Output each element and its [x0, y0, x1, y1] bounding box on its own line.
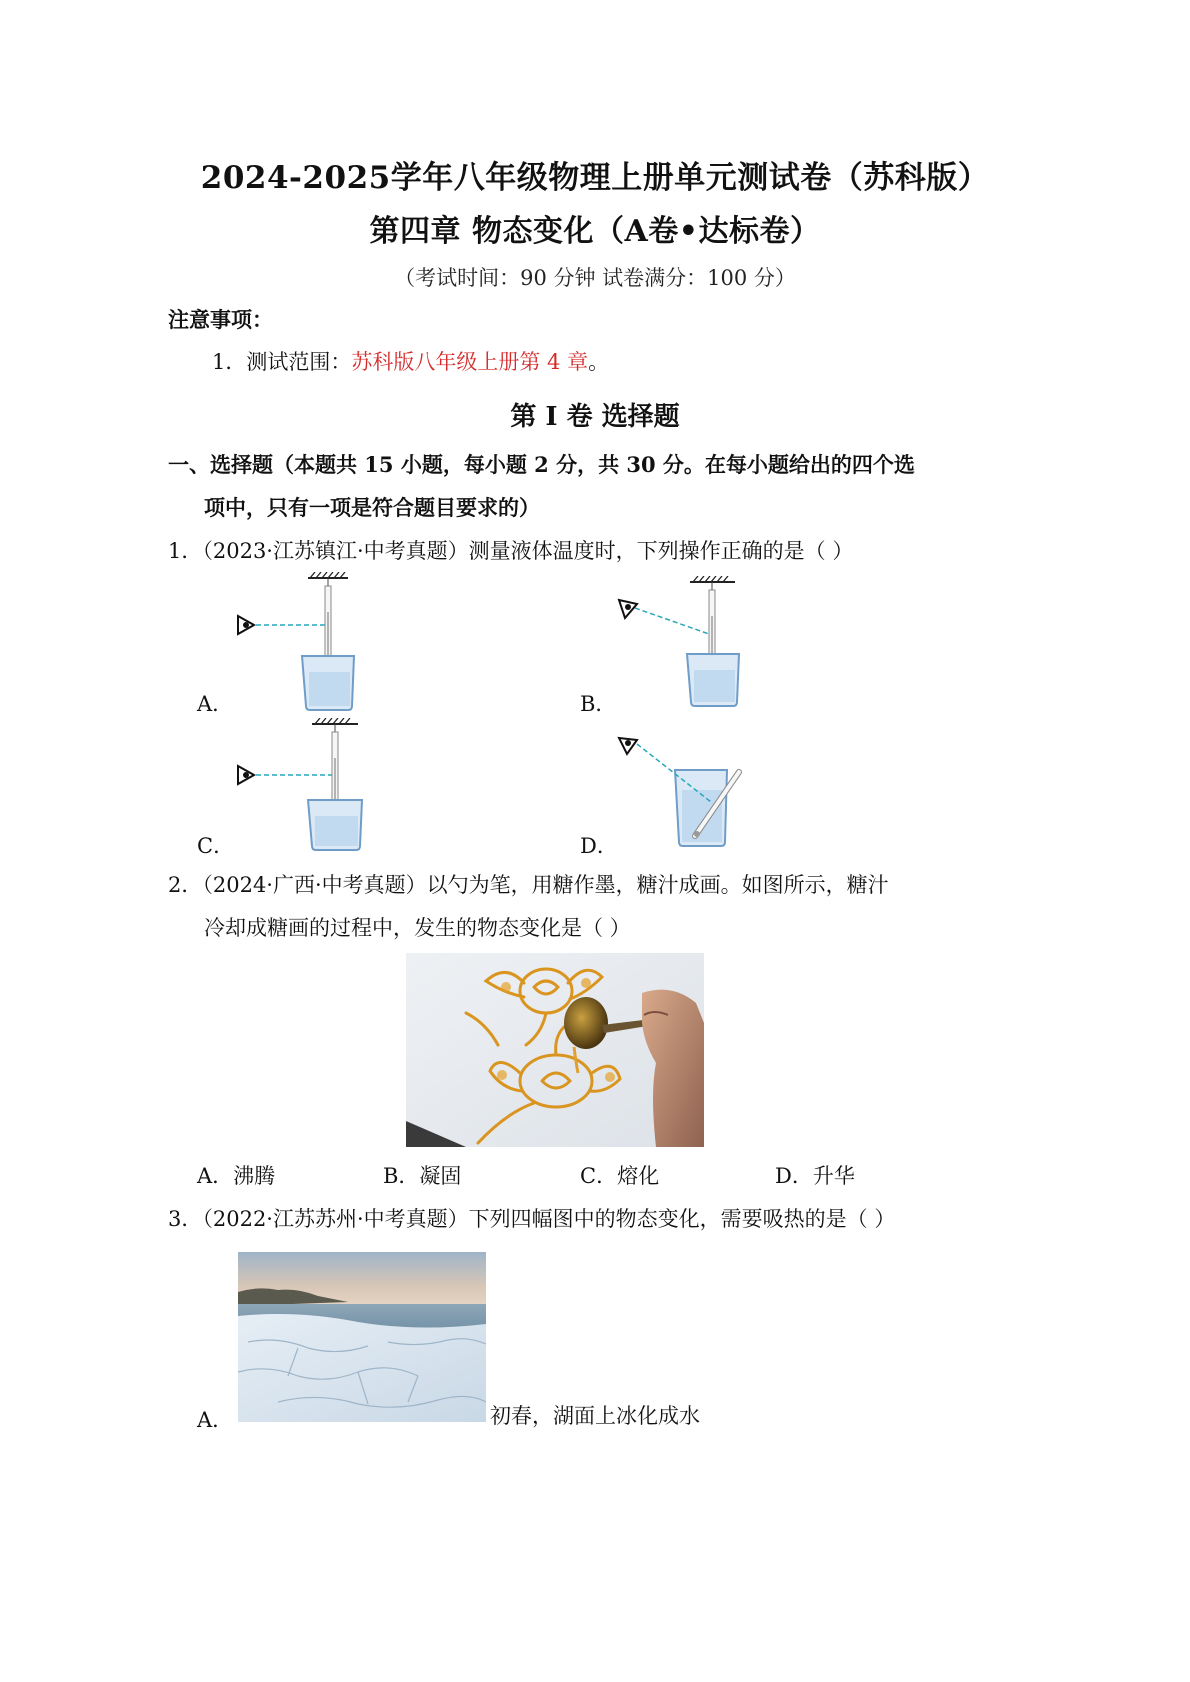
q1-option-a-label: A．	[197, 692, 234, 716]
ice-lake-photo	[238, 1252, 486, 1422]
exam-info: （考试时间：90 分钟 试卷满分：100 分）	[394, 266, 796, 290]
section-heading-line-1: 一、选择题（本题共 15 小题，每小题 2 分，共 30 分。在每小题给出的四个选	[168, 452, 915, 477]
section-heading-line-2: 项中，只有一项是符合题目要求的）	[204, 495, 540, 520]
notice-item-1-prefix: 1．测试范围：	[212, 350, 352, 374]
volume-title: 第 I 卷 选择题	[510, 402, 680, 432]
sugar-painting-photo	[406, 953, 704, 1147]
notice-heading: 注意事项：	[168, 307, 273, 332]
q1-figure-b	[615, 576, 765, 711]
q2-option-b: B．凝固	[383, 1164, 462, 1188]
exam-subtitle: 第四章 物态变化（A卷•达标卷）	[369, 214, 821, 249]
exam-title: 2024-2025学年八年级物理上册单元测试卷（苏科版）	[200, 160, 990, 196]
q2-option-d: D．升华	[775, 1164, 855, 1188]
q2-option-a: A．沸腾	[197, 1164, 276, 1188]
question-3-text: 3．（2022·江苏苏州·中考真题）下列四幅图中的物态变化，需要吸热的是（ ）	[168, 1207, 896, 1231]
q1-figure-a	[230, 572, 380, 712]
q2-option-c: C．熔化	[580, 1164, 660, 1188]
notice-item-1	[212, 348, 609, 377]
q1-figure-c	[230, 718, 380, 853]
q3-option-a-text: 初春，湖面上冰化成水	[490, 1404, 700, 1428]
q1-option-b-label: B．	[580, 692, 617, 716]
question-2-line-1: 2．（2024·广西·中考真题）以勺为笔，用糖作墨，糖汁成画。如图所示，糖汁	[168, 873, 889, 897]
question-1-text: 1．（2023·江苏镇江·中考真题）测量液体温度时，下列操作正确的是（ ）	[168, 539, 854, 563]
notice-item-1-suffix: 。	[588, 350, 610, 374]
q3-option-a-label: A．	[197, 1408, 234, 1432]
q1-option-d-label: D．	[580, 834, 618, 858]
q1-figure-d	[615, 724, 765, 854]
question-2-line-2: 冷却成糖画的过程中，发生的物态变化是（ ）	[204, 916, 631, 940]
q1-option-c-label: C．	[197, 834, 235, 858]
notice-item-1-scope: 苏科版八年级上册第 4 章	[351, 350, 589, 374]
